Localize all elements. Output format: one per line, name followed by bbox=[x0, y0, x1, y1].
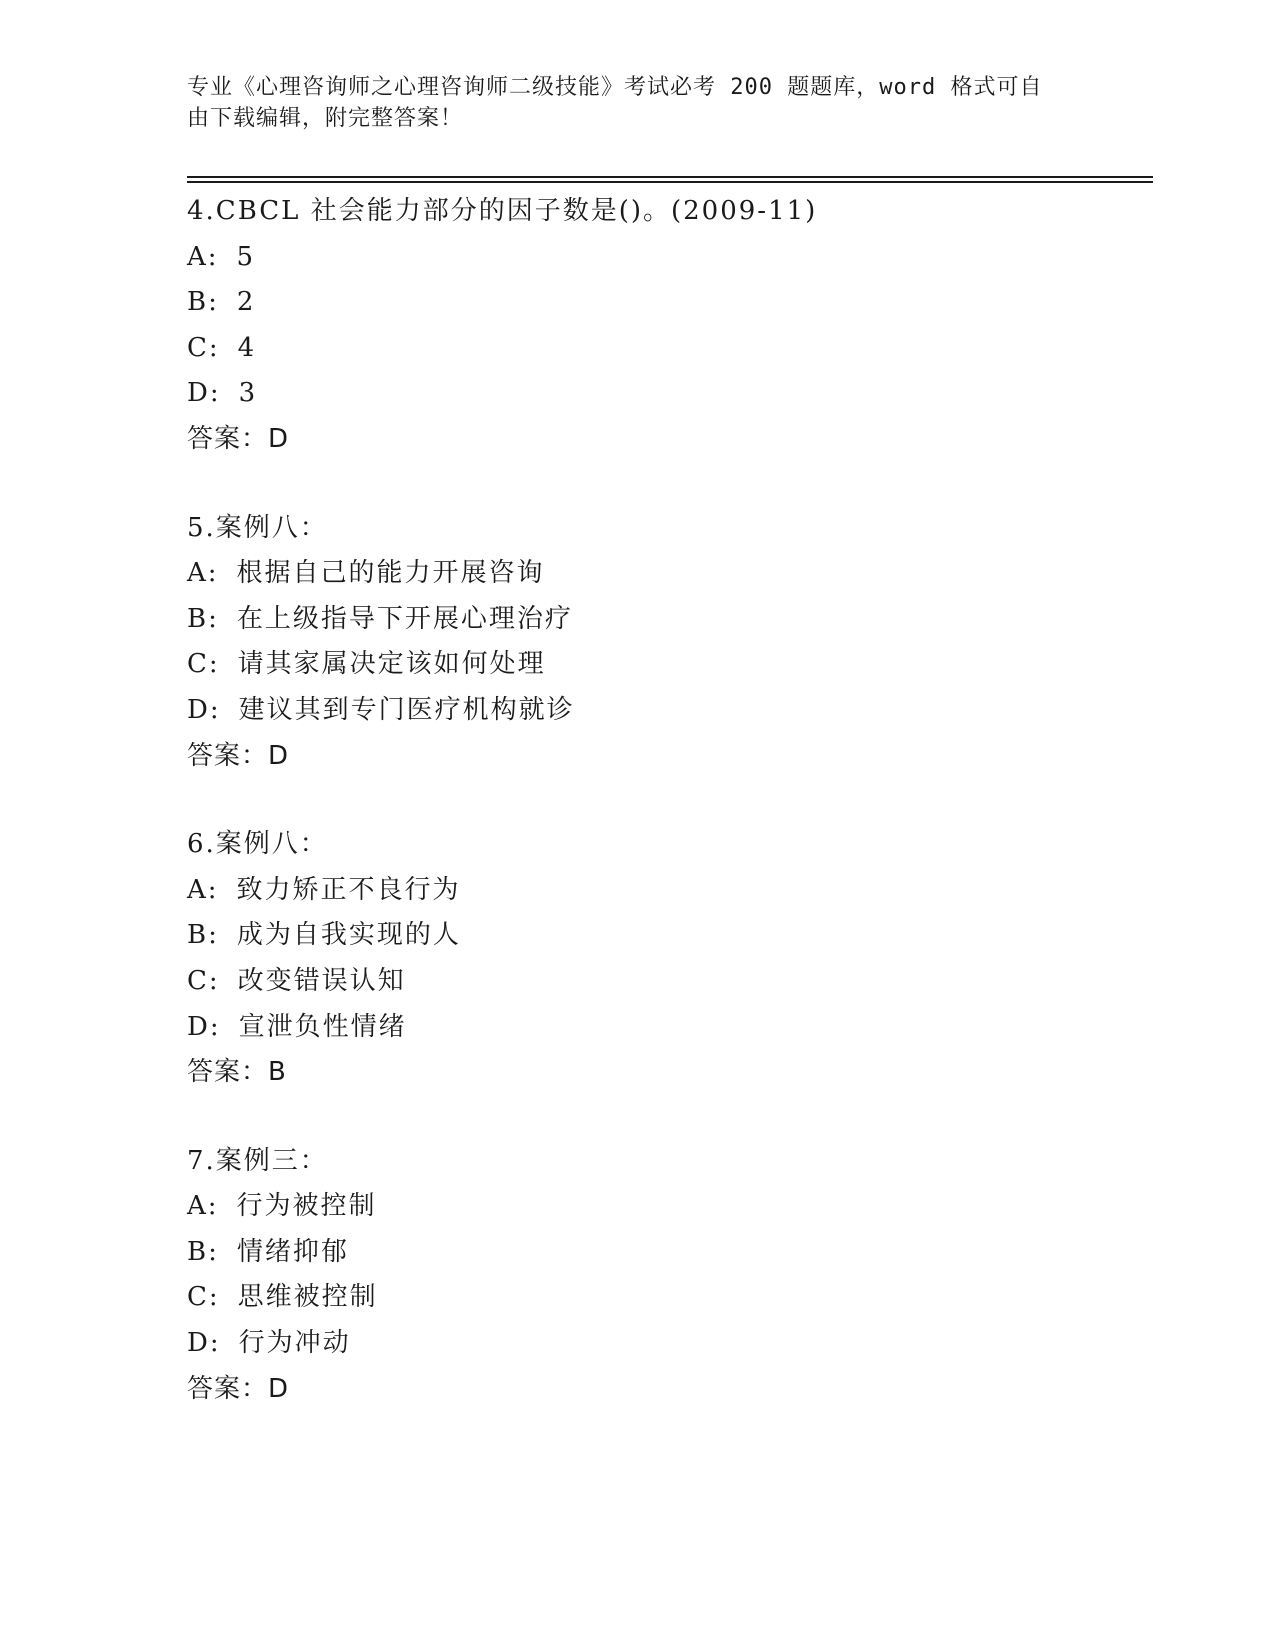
option-a bbox=[187, 551, 1147, 597]
option-b bbox=[187, 1230, 1147, 1276]
option-d bbox=[187, 1005, 1147, 1051]
option-a bbox=[187, 235, 1147, 281]
answer-line: 答案：D bbox=[187, 740, 290, 771]
option-text: 思维被控制 bbox=[237, 1282, 378, 1313]
option-key: B: bbox=[187, 920, 219, 951]
option-key: D: bbox=[187, 378, 221, 409]
question-6 bbox=[187, 822, 1147, 1096]
question-list bbox=[187, 189, 1147, 1412]
option-key: A: bbox=[187, 874, 219, 905]
question-stem: 7.案例三： bbox=[187, 1145, 328, 1176]
answer-line: 答案：D bbox=[187, 423, 290, 454]
option-key: A: bbox=[187, 558, 219, 589]
option-text: 5 bbox=[236, 241, 256, 272]
option-text: 请其家属决定该如何处理 bbox=[237, 649, 546, 680]
option-b bbox=[187, 280, 1147, 326]
option-key: D: bbox=[187, 694, 221, 725]
option-key: A: bbox=[187, 1191, 219, 1222]
option-key: B: bbox=[187, 287, 219, 318]
option-key: C: bbox=[187, 965, 220, 996]
option-c bbox=[187, 1275, 1147, 1321]
option-text: 情绪抑郁 bbox=[236, 1236, 349, 1267]
option-c bbox=[187, 959, 1147, 1005]
header-line-2: 由下载编辑，附完整答案！ bbox=[187, 106, 464, 131]
option-text: 行为冲动 bbox=[238, 1328, 351, 1359]
option-d bbox=[187, 688, 1147, 734]
option-b bbox=[187, 913, 1147, 959]
question-stem: 4.CBCL 社会能力部分的因子数是()。(2009-11) bbox=[187, 196, 818, 226]
option-text: 2 bbox=[236, 287, 256, 318]
option-key: C: bbox=[187, 332, 220, 363]
option-text: 行为被控制 bbox=[236, 1191, 377, 1222]
question-stem: 5.案例八： bbox=[187, 512, 328, 543]
header-line-1: 专业《心理咨询师之心理咨询师二级技能》考试必考 200 题题库，word 格式可自 bbox=[187, 75, 1043, 100]
document-header bbox=[187, 72, 1087, 134]
question-stem: 6.案例八： bbox=[187, 829, 328, 860]
option-d bbox=[187, 371, 1147, 417]
question-7 bbox=[187, 1139, 1147, 1413]
option-text: 根据自己的能力开展咨询 bbox=[236, 558, 545, 589]
option-text: 致力矫正不良行为 bbox=[236, 874, 461, 905]
option-text: 成为自我实现的人 bbox=[236, 920, 461, 951]
answer-line: 答案：D bbox=[187, 1373, 290, 1404]
option-b bbox=[187, 597, 1147, 643]
option-key: A: bbox=[187, 241, 219, 272]
question-5 bbox=[187, 506, 1147, 780]
option-c bbox=[187, 326, 1147, 372]
option-text: 建议其到专门医疗机构就诊 bbox=[238, 694, 575, 725]
option-d bbox=[187, 1321, 1147, 1367]
option-text: 3 bbox=[238, 378, 258, 409]
option-c bbox=[187, 642, 1147, 688]
option-key: B: bbox=[187, 1236, 219, 1267]
option-text: 4 bbox=[237, 332, 257, 363]
question-4 bbox=[187, 189, 1147, 463]
option-text: 改变错误认知 bbox=[237, 965, 406, 996]
option-key: B: bbox=[187, 603, 219, 634]
option-key: D: bbox=[187, 1011, 221, 1042]
option-key: D: bbox=[187, 1328, 221, 1359]
option-text: 在上级指导下开展心理治疗 bbox=[236, 603, 573, 634]
option-text: 宣泄负性情绪 bbox=[238, 1011, 407, 1042]
header-divider-top bbox=[187, 176, 1153, 178]
option-key: C: bbox=[187, 649, 220, 680]
option-key: C: bbox=[187, 1282, 220, 1313]
answer-line: 答案：B bbox=[187, 1057, 287, 1088]
option-a bbox=[187, 1184, 1147, 1230]
option-a bbox=[187, 868, 1147, 914]
header-divider-bottom bbox=[187, 181, 1153, 183]
